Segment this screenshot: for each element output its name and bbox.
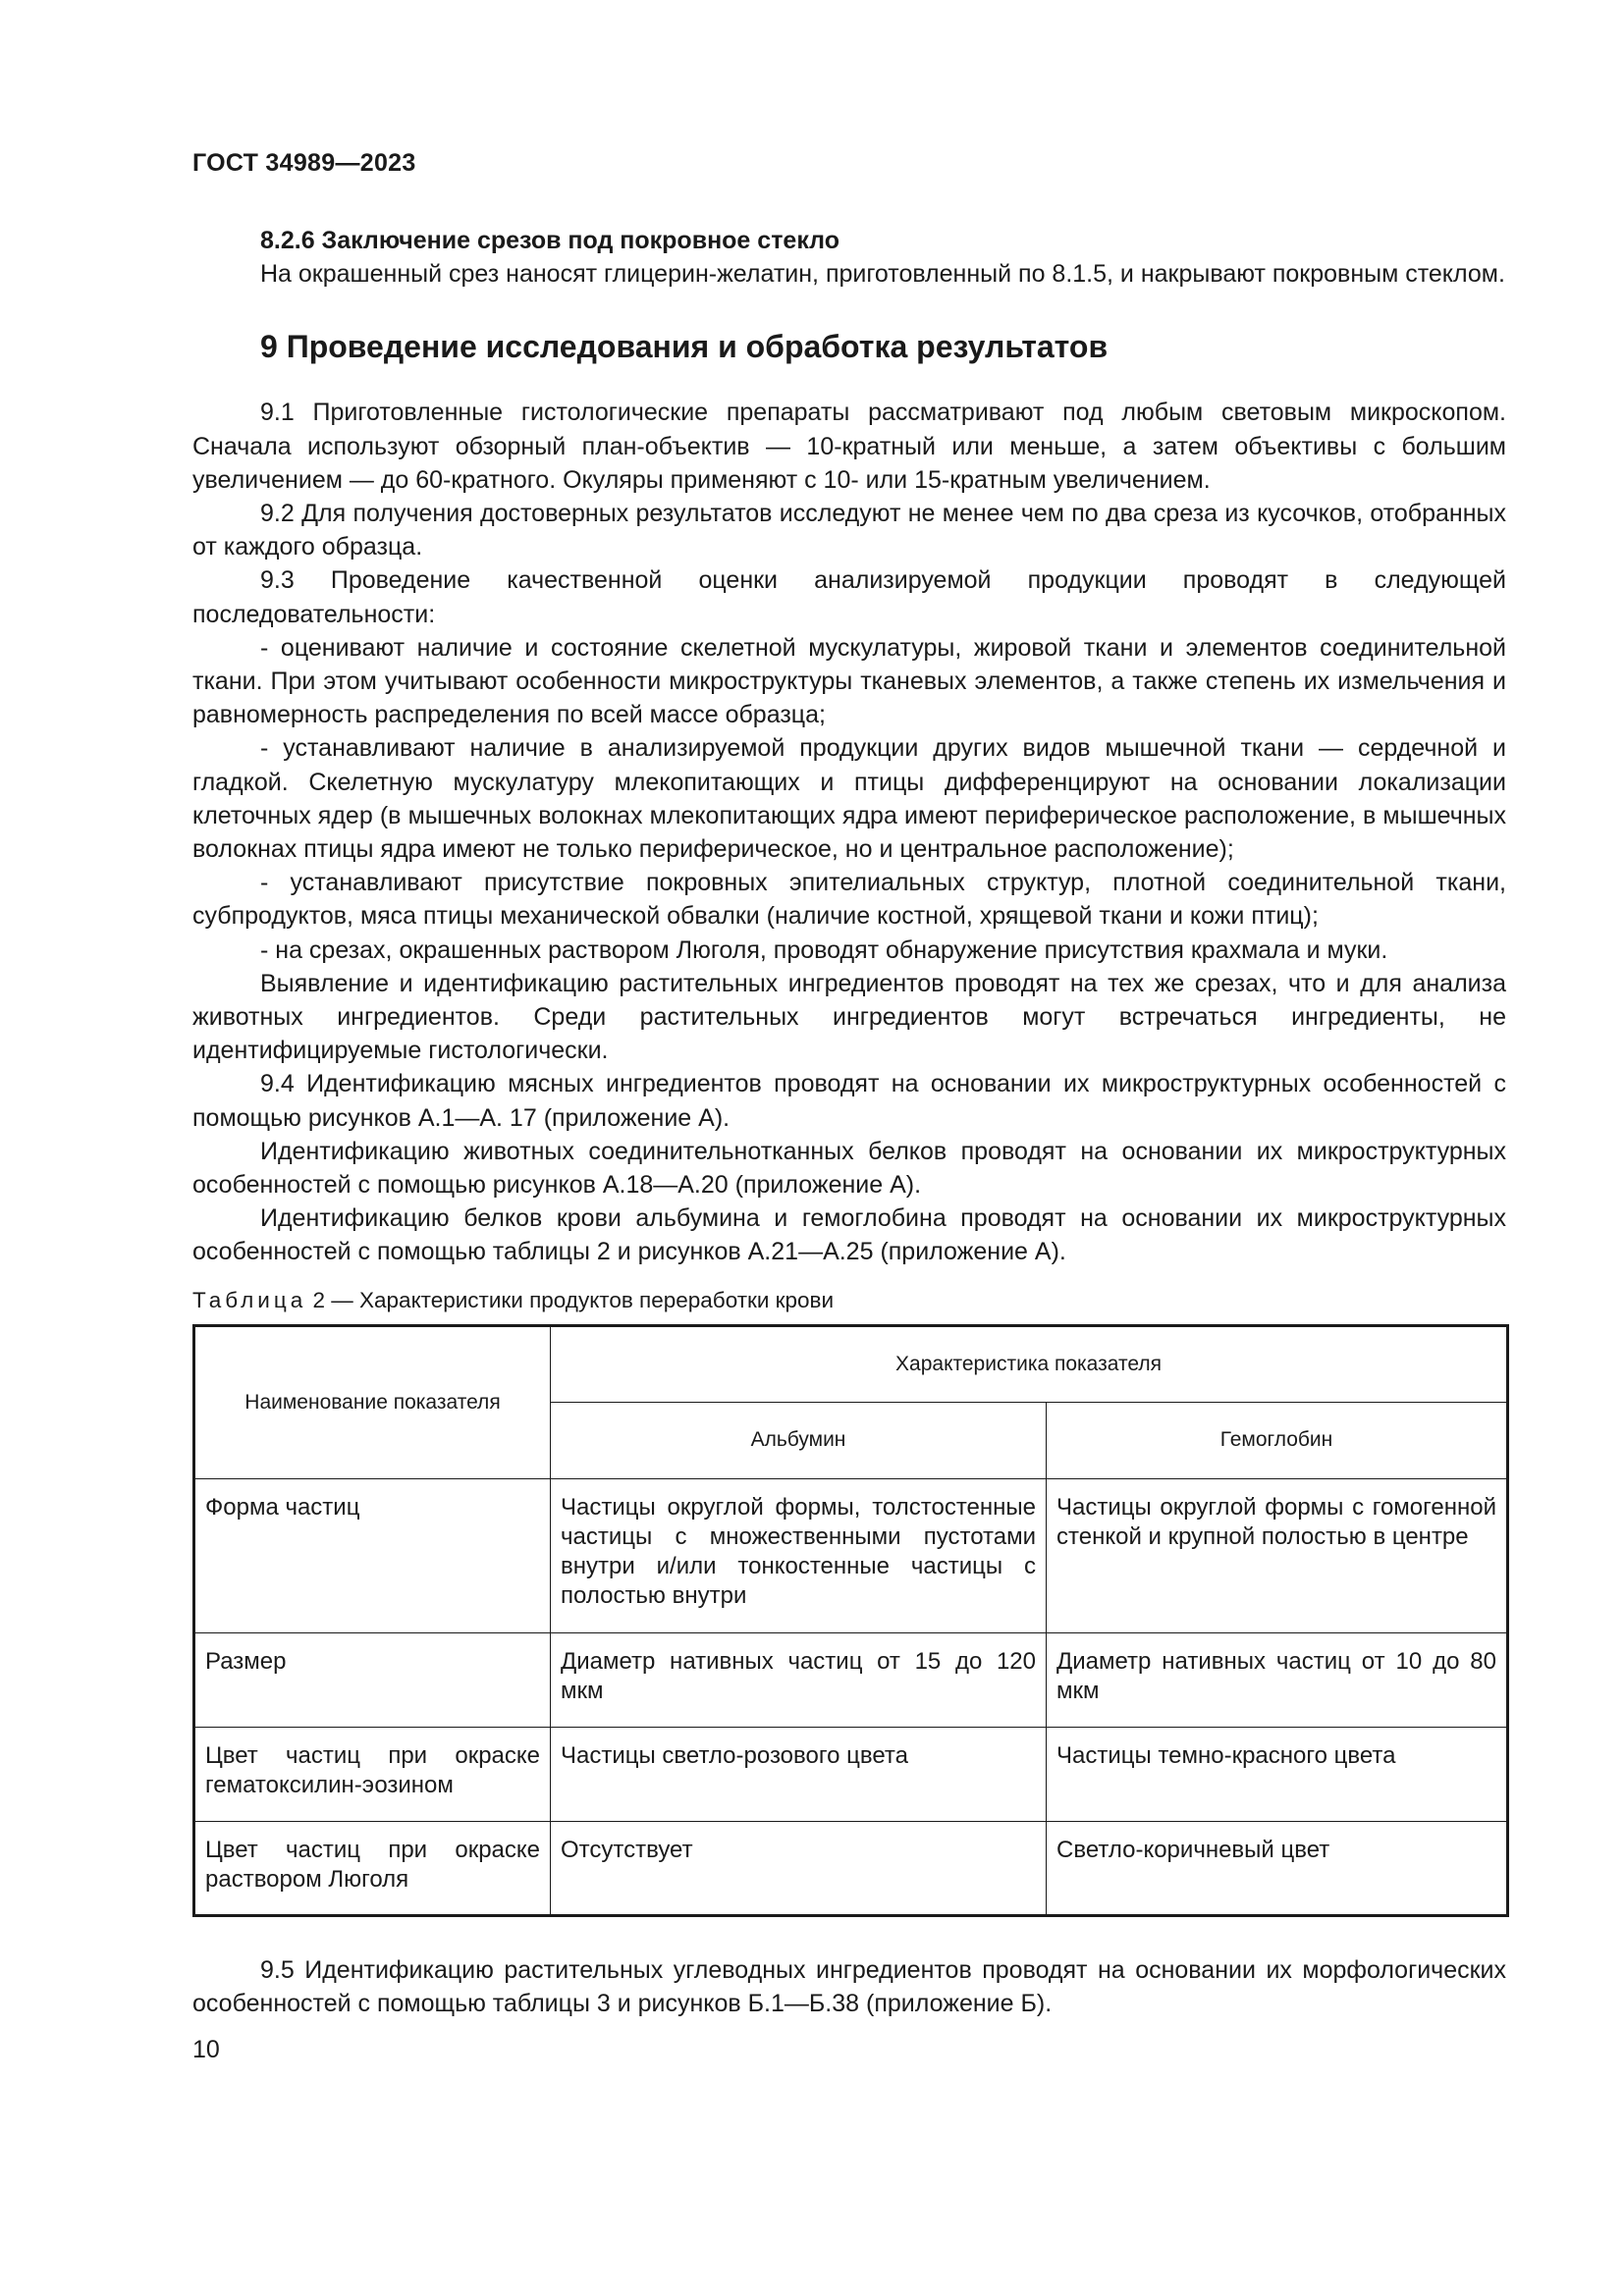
list-item: - устанавливают наличие в анализируемой продукции других видов мышечной ткани — сердечной и гладкой. Скелетную мускулатуру млекопитающих и птицы дифференцируют на основании локализации клеточных ядер (в мышечных волокнах млекопитающих ядра имеют периферическое расположение, в мышечных волокнах птицы ядра имеют не только периферическое, но и центральное расположение); — [192, 734, 1506, 864]
header-cell-hemoglobin: Гемоглобин — [1047, 1402, 1508, 1478]
table-cell: Частицы округлой формы, толстостенные частицы с множественными пустотами внутри и/или тонкостенные частицы с полостью внутри — [551, 1478, 1047, 1632]
table-cell: Частицы округлой формы с гомогенной стенкой и крупной полостью в центре — [1047, 1478, 1508, 1632]
table-caption-text: 2 — Характеристики продуктов переработки крови — [312, 1287, 835, 1312]
header-cell-albumin: Альбумин — [551, 1402, 1047, 1478]
subsection-title: 8.2.6 Заключение срезов под покровное стекло — [260, 227, 839, 254]
table-caption — [192, 1286, 1506, 1315]
header-cell-group: Характеристика показателя — [551, 1325, 1508, 1402]
document-body — [192, 224, 1506, 2020]
table-cell: Цвет частиц при окраске раствором Люголя — [194, 1821, 551, 1915]
table-cell: Диаметр нативных частиц от 15 до 120 мкм — [551, 1632, 1047, 1727]
list-item: - оценивают наличие и состояние скелетной мускулатуры, жировой ткани и элементов соединительной ткани. При этом учитывают особенности микроструктуры тканевых элементов, а также степень их измельчения и равномерность распределения по всей массе образца; — [192, 633, 1506, 729]
table-row — [194, 1632, 1508, 1727]
page-number: 10 — [192, 2036, 220, 2063]
table-caption-label: Таблица — [192, 1287, 307, 1312]
table-header-row — [194, 1325, 1508, 1402]
table-cell: Частицы темно-красного цвета — [1047, 1727, 1508, 1821]
paragraph: На окрашенный срез наносят глицерин-желатин, приготовленный по 8.1.5, и накрывают покровным стеклом. — [260, 260, 1505, 289]
table-cell: Светло-коричневый цвет — [1047, 1821, 1508, 1915]
table-cell: Отсутствует — [551, 1821, 1047, 1915]
list-item: - устанавливают присутствие покровных эпителиальных структур, плотной соединительной ткани, субпродуктов, мяса птицы механической обвалки (наличие костной, хрящевой ткани и кожи птиц); — [192, 869, 1506, 931]
table-row — [194, 1478, 1508, 1632]
paragraph-9-3: 9.3 Проведение качественной оценки анализируемой продукции проводят в следующей последовательности: — [192, 566, 1506, 628]
paragraph-9-1: 9.1 Приготовленные гистологические препараты рассматривают под любым световым микроскопом. Сначала используют обзорный план-объектив — 10-кратный или меньше, а затем объективы с большим увеличением — до 60-кратного. Окуляры применяют с 10- или 15-кратным увеличением. — [192, 399, 1506, 494]
list-item: - на срезах, окрашенных раствором Люголя, проводят обнаружение присутствия крахмала и муки. — [260, 935, 1388, 964]
document-header: ГОСТ 34989—2023 — [192, 149, 416, 177]
table-cell: Цвет частиц при окраске гематоксилин-эозином — [194, 1727, 551, 1821]
table-cell: Форма частиц — [194, 1478, 551, 1632]
blood-products-table — [192, 1324, 1509, 1917]
paragraph-9-2: 9.2 Для получения достоверных результатов исследуют не менее чем по два среза из кусочков, отобранных от каждого образца. — [192, 500, 1506, 561]
paragraph: Идентификацию животных соединительнотканных белков проводят на основании их микроструктурных особенностей с помощью рисунков А.18—А.20 (приложение А). — [192, 1137, 1506, 1200]
table-row — [194, 1821, 1508, 1915]
paragraph: Выявление и идентификацию растительных ингредиентов проводят на тех же срезах, что и для анализа животных ингредиентов. Среди растительных ингредиентов могут встречаться ингредиенты, не идентифицируемые гистологически. — [192, 969, 1506, 1065]
paragraph-9-4: 9.4 Идентификацию мясных ингредиентов проводят на основании их микроструктурных особенностей с помощью рисунков А.1—А. 17 (приложение А). — [192, 1070, 1506, 1132]
paragraph-9-5: 9.5 Идентификацию растительных углеводных ингредиентов проводят на основании их морфологических особенностей с помощью таблицы 3 и рисунков Б.1—Б.38 (приложение Б). — [192, 1955, 1506, 2017]
header-cell-name: Наименование показателя — [194, 1325, 551, 1478]
table-cell: Частицы светло-розового цвета — [551, 1727, 1047, 1821]
table-row — [194, 1727, 1508, 1821]
section-title: 9 Проведение исследования и обработка результатов — [260, 329, 1109, 365]
table-cell: Размер — [194, 1632, 551, 1727]
paragraph: Идентификацию белков крови альбумина и гемоглобина проводят на основании их микроструктурных особенностей с помощью таблицы 2 и рисунков А.21—А.25 (приложение А). — [192, 1204, 1506, 1266]
table-cell: Диаметр нативных частиц от 10 до 80 мкм — [1047, 1632, 1508, 1727]
